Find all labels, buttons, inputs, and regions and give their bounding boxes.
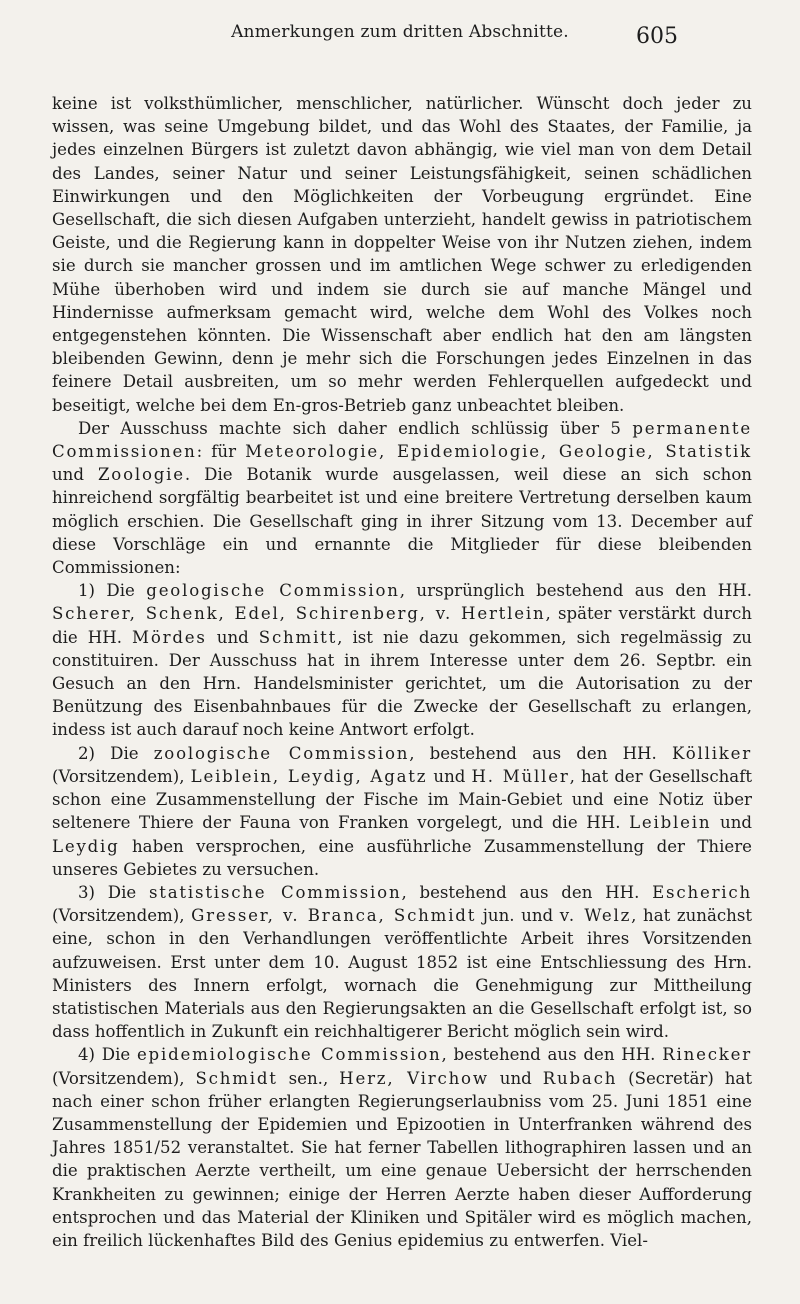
- spaced-text: Leydig: [52, 836, 120, 856]
- text-run: (Vorsitzendem),: [52, 766, 191, 786]
- spaced-text: Zoologie: [97, 465, 185, 485]
- spaced-text: Scherer, Schenk, Edel, Schirenberg, v. Hertlein: [52, 604, 546, 624]
- text-run: , später verstärkt durch die HH.: [52, 604, 752, 647]
- text-run: haben versprochen, eine ausführliche Zusammenstellung der Thiere unseres Gebietes zu versuchen.: [52, 836, 752, 879]
- text-run: 4) Die: [78, 1045, 137, 1065]
- spaced-text: Leiblein: [629, 813, 712, 833]
- text-run: keine ist volksthümlicher, menschlicher, natürlicher. Wünscht doch jeder zu wissen, was seine Umgebung bildet, und das Wohl des Staates, der Familie, ja jedes einzelnen Bürgers ist zuletzt davon abhängig, wie viel man von dem Detail des Landes, seiner Natur und seiner Leistungsfähigkeit, seinen schädlichen Einwirkungen und den Möglichkeiten der Vorbeugung ergründet. Eine Gesellschaft, die sich diesen Aufgaben unterzieht, handelt gewiss in patriotischem Geiste, und die Regierung kann in doppelter Weise von ihr Nutzen ziehen, indem sie durch sie mancher grossen und im amtlichen Wege schwer zu erledigenden Mühe überhoben wird und indem sie durch sie auf manche Mängel und Hindernisse aufmerksam gemacht wird, welche dem Wohl des Volkes noch entgegenstehen könnten. Die Wissenschaft aber endlich hat den am längsten bleibenden Gewinn, denn je mehr sich die Forschungen jedes Einzelnen in das feinere Detail ausbreiten, um so mehr werden Fehlerquellen aufgedeckt und beseitigt, welche bei dem En-gros-Betrieb ganz unbeachtet bleiben.: [52, 94, 752, 415]
- spaced-text: Kölliker: [671, 743, 753, 763]
- text-run: , bestehend aus den HH.: [441, 1045, 663, 1065]
- spaced-text: Leiblein, Leydig, Agatz: [190, 766, 428, 786]
- text-run: , hat der Gesellschaft schon eine Zusammenstellung der Fische im Main-Gebiet und eine Notiz über seltenere Thiere der Fauna von Franken vorgelegt, und die HH.: [52, 766, 753, 833]
- paragraph: [52, 417, 752, 579]
- text-run: 2) Die: [78, 743, 154, 763]
- paragraph: [52, 881, 752, 1043]
- paragraph: [52, 742, 752, 881]
- paragraph: [52, 579, 752, 741]
- page-number: 605: [636, 24, 678, 49]
- text-run: . Die Botanik wurde ausgelassen, weil diese an sich schon hinreichend sorgfältig bearbeitet ist und eine breitere Vertretung derselben kaum möglich erschien. Die Gesellschaft ging in ihrer Sitzung vom 13. December auf diese Vorschläge ein und ernannte die Mitglieder für diese bleibenden Commissionen:: [52, 465, 752, 578]
- text-run: und: [488, 1068, 543, 1088]
- spaced-text: Rubach: [542, 1068, 618, 1088]
- spaced-text: permanente Commissionen: [52, 418, 752, 462]
- spaced-text: Escherich: [652, 882, 752, 902]
- text-run: 3) Die: [78, 882, 149, 902]
- text-run: , bestehend aus den HH.: [401, 882, 653, 902]
- spaced-text: statistische Commission: [148, 882, 402, 902]
- page-header: [0, 14, 800, 74]
- spaced-text: v. Welz: [559, 906, 632, 926]
- text-run: (Secretär) hat nach einer schon früher erlangten Regierungserlaubniss vom 25. Juni 1851 eine Zusammenstellung der Epidemien und Epizootien in Unterfranken während des Jahres 1851/52 veranstaltet. Sie hat ferner Tabellen lithographiren lassen und an die praktischen Aerzte vertheilt, um eine genaue Uebersicht der herrschenden Krankheiten zu gewinnen; einige der Herren Aerzte haben dieser Aufforderung entsprochen und das Material der Kliniken und Spitäler wird es möglich machen, ein freilich lückenhaftes Bild des Genius epidemius zu entwerfen. Viel-: [52, 1068, 752, 1250]
- text-run: und: [711, 813, 752, 833]
- text-run: sen.,: [277, 1068, 340, 1088]
- text-run: , ursprünglich bestehend aus den HH.: [399, 581, 752, 601]
- spaced-text: zoologische Commission: [153, 743, 410, 763]
- text-run: und: [52, 465, 98, 485]
- paragraph: [52, 92, 752, 417]
- spaced-text: Schmidt: [195, 1068, 278, 1088]
- spaced-text: Mördes: [132, 627, 207, 647]
- spaced-text: Schmitt: [258, 627, 338, 647]
- text-run: Der Ausschuss machte sich daher endlich schlüssig über 5: [78, 418, 633, 438]
- text-run: (Vorsitzendem),: [52, 1068, 196, 1088]
- spaced-text: Herz, Virchow: [339, 1068, 489, 1088]
- text-run: (Vorsitzendem),: [52, 906, 192, 926]
- running-title: Anmerkungen zum dritten Abschnitte.: [231, 22, 569, 42]
- spaced-text: Meteorologie, Epidemiologie, Geologie, Statistik: [245, 442, 752, 462]
- text-run: : für: [196, 442, 246, 462]
- spaced-text: H. Müller: [471, 766, 570, 786]
- spaced-text: epidemiologische Commission: [136, 1045, 442, 1065]
- text-run: und: [427, 766, 472, 786]
- text-run: , hat zunächst eine, schon in den Verhandlungen veröffentlichte Arbeit ihres Vorsitzenden aufzuweisen. Erst unter dem 10. August 1852 ist eine Entschliessung des Hrn. Ministers des Innern erfolgt, wornach die Genehmigung zur Mittheilung statistischen Materials aus den Regierungsakten an die Gesellschaft erfolgt ist, so dass hoffentlich in Zukunft ein reichhaltigerer Bericht möglich sein wird.: [52, 906, 752, 1042]
- spaced-text: Rinecker: [662, 1045, 753, 1065]
- spaced-text: geologische Commission: [146, 581, 400, 601]
- paragraph: [52, 1043, 752, 1252]
- spaced-text: Gresser, v. Branca, Schmidt: [191, 906, 477, 926]
- text-run: , ist nie dazu gekommen, sich regelmässig zu constituiren. Der Ausschuss hat in ihrem Interesse unter dem 26. Septbr. ein Gesuch an den Hrn. Handelsminister gerichtet, um die Autorisation zu der Benützung des Eisenbahnbaues für die Zwecke der Gesellschaft zu erlangen, indess ist auch darauf noch keine Antwort erfolgt.: [52, 627, 752, 740]
- text-run: jun. und: [476, 906, 560, 926]
- text-run: , bestehend aus den HH.: [409, 743, 672, 763]
- body-text: [52, 92, 752, 1252]
- text-run: 1) Die: [78, 581, 147, 601]
- text-run: und: [206, 627, 259, 647]
